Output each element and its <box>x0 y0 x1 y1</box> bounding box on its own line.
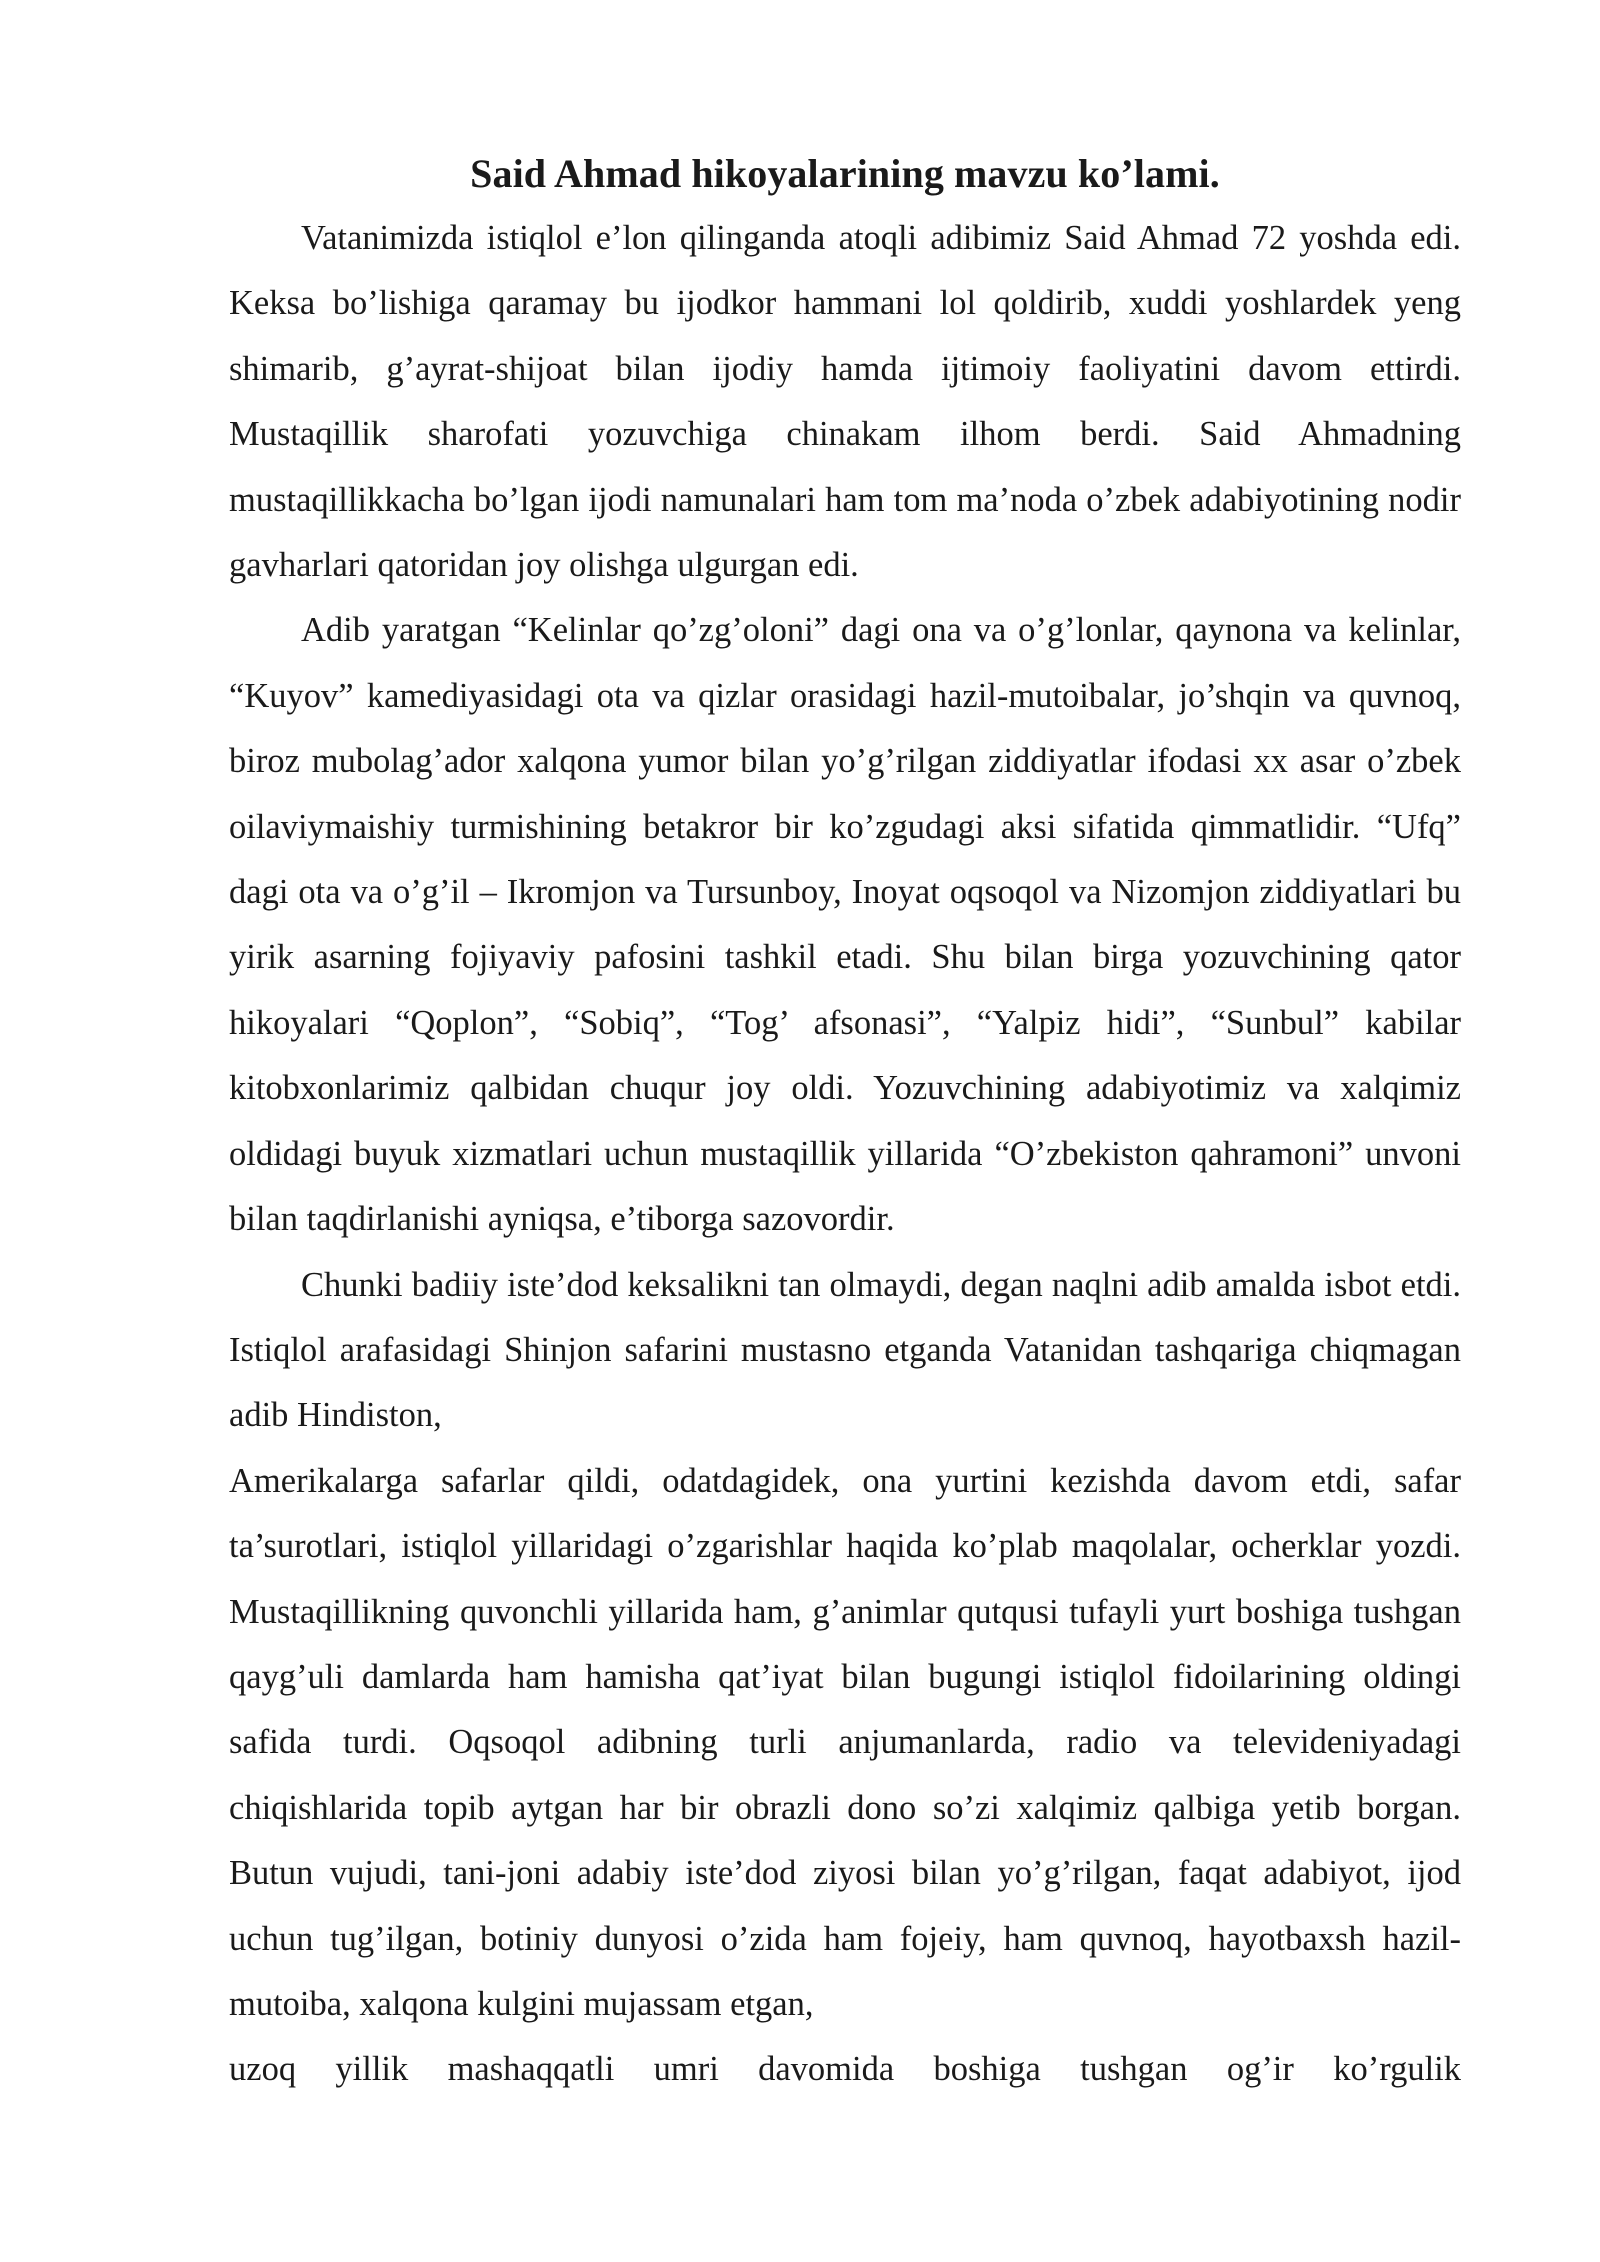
paragraph-1: Vatanimizda istiqlol e’lon qilinganda atoqli adibimiz Said Ahmad 72 yoshda edi. Keksa bo’lishiga qaramay bu ijodkor hammani lol qoldirib, xuddi yoshlardek yeng shimarib, g’ayrat-shijoat bilan ijodiy hamda ijtimoiy faoliyatini davom ettirdi. Mustaqillik sharofati yozuvchiga chinakam ilhom berdi. Said Ahmadning mustaqillikkacha bo’lgan ijodi namunalari ham tom ma’noda o’zbek adabiyotining nodir gavharlari qatoridan joy olishga ulgurgan edi. <box>229 219 1461 585</box>
paragraph-3: Chunki badiiy iste’dod keksalikni tan olmaydi, degan naqlni adib amalda isbot etdi. Istiqlol arafasidagi Shinjon safarini mustasno etganda Vatanidan tashqariga chiqmagan adib Hindiston, <box>229 1265 1461 1435</box>
document-title: Said Ahmad hikoyalarining mavzu ko’lami. <box>470 151 1220 196</box>
document-body <box>229 146 1461 2103</box>
paragraph-4-continuation: uzoq yillik mashaqqatli umri davomida boshiga tushgan og’ir ko’rgulik <box>229 2050 1461 2089</box>
paragraph-4: Amerikalarga safarlar qildi, odatdagidek, ona yurtini kezishda davom etdi, safar ta’surotlari, istiqlol yillaridagi o’zgarishlar haqida ko’plab maqolalar, ocherklar yozdi. Mustaqillikning quvonchli yillarida ham, g’animlar qutqusi tufayli yurt boshiga tushgan qayg’uli damlarda ham hamisha qat’iyat bilan bugungi istiqlol fidoilarining oldingi safida turdi. Oqsoqol adibning turli anjumanlarda, radio va televideniyadagi chiqishlarida topib aytgan har bir obrazli dono so’zi xalqimiz qalbiga yetib borgan. Butun vujudi, tani-joni adabiy iste’dod ziyosi bilan yo’g’rilgan, faqat adabiyot, ijod uchun tug’ilgan, botiniy dunyosi o’zida ham fojeiy, ham quvnoq, hayotbaxsh hazil-mutoiba, xalqona kulgini mujassam etgan, <box>229 1461 1461 2023</box>
paragraph-2: Adib yaratgan “Kelinlar qo’zg’oloni” dagi ona va o’g’lonlar, qaynona va kelinlar, “Kuyov” kamediyasidagi ota va qizlar orasidagi hazil-mutoibalar, jo’shqin va quvnoq, biroz mubolag’ador xalqona yumor bilan yo’g’rilgan ziddiyatlar ifodasi xx asar o’zbek oilaviymaishiy turmishining betakror bir ko’zgudagi aksi sifatida qimmatlidir. “Ufq” dagi ota va o’g’il – Ikromjon va Tursunboy, Inoyat oqsoqol va Nizomjon ziddiyatlari bu yirik asarning fojiyaviy pafosini tashkil etadi. Shu bilan birga yozuvchining qator hikoyalari “Qoplon”, “Sobiq”, “Tog’ afsonasi”, “Yalpiz hidi”, “Sunbul” kabilar kitobxonlarimiz qalbidan chuqur joy oldi. Yozuvchining adabiyotimiz va xalqimiz oldidagi buyuk xizmatlari uchun mustaqillik yillarida “O’zbekiston qahramoni” unvoni bilan taqdirlanishi ayniqsa, e’tiborga sazovordir. <box>229 611 1461 1239</box>
paragraph-4-last-line <box>229 2037 1461 2102</box>
